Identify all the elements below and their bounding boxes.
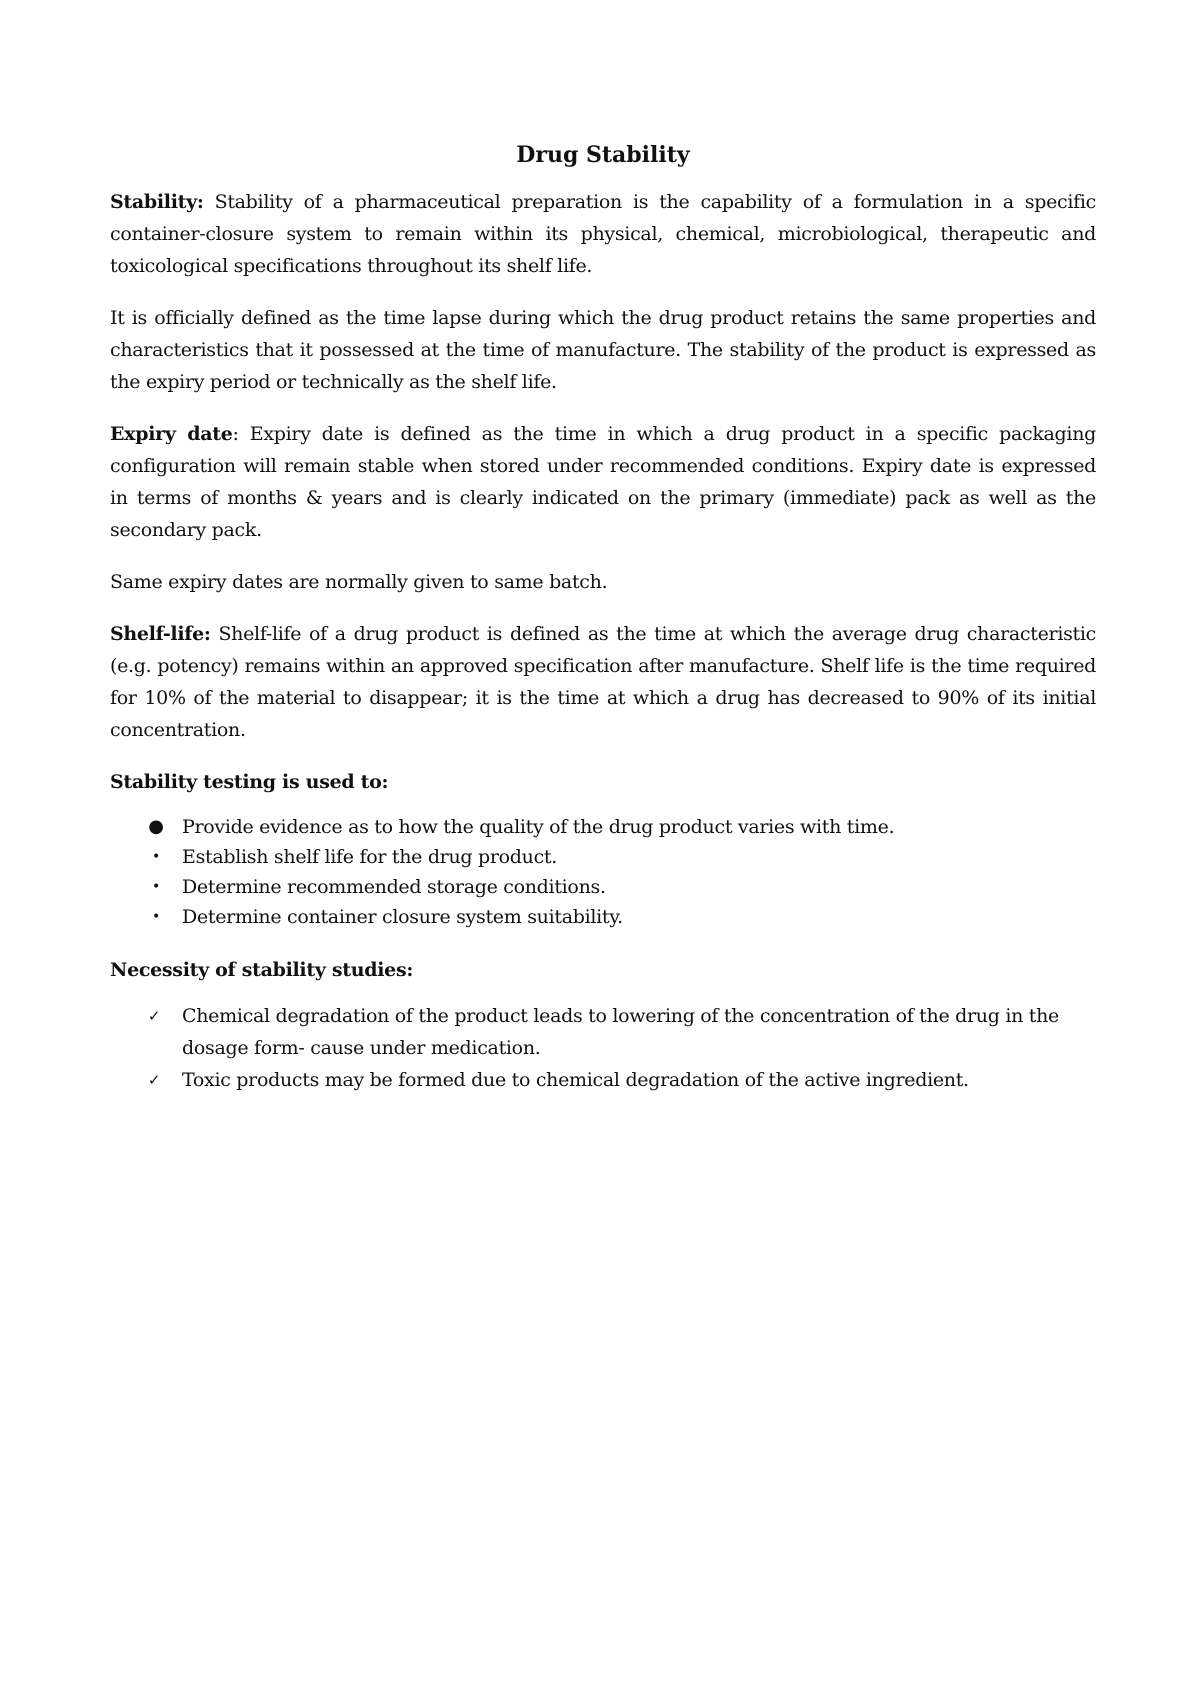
list-item-text: Provide evidence as to how the quality of the drug product varies with time. bbox=[182, 816, 895, 838]
same-expiry-paragraph: Same expiry dates are normally given to same batch. bbox=[110, 571, 608, 593]
testing-list bbox=[110, 812, 1096, 932]
expiry-label: Expiry date bbox=[110, 423, 233, 445]
stability-label: Stability: bbox=[110, 191, 204, 213]
list-item bbox=[110, 842, 1096, 872]
necessity-list bbox=[110, 1000, 1096, 1096]
bullet-dot-icon: • bbox=[152, 849, 160, 865]
expiry-paragraph bbox=[110, 418, 1096, 546]
shelf-life-paragraph bbox=[110, 618, 1096, 746]
list-item bbox=[110, 1000, 1096, 1064]
list-item-text: Toxic products may be formed due to chemical degradation of the active ingredient. bbox=[182, 1069, 969, 1091]
checkmark-icon: ✓ bbox=[147, 1007, 161, 1025]
stability-paragraph bbox=[110, 186, 1096, 282]
list-item bbox=[110, 902, 1096, 932]
bullet-dot-icon: • bbox=[152, 909, 160, 925]
list-item-text: Determine recommended storage conditions. bbox=[182, 876, 606, 898]
official-definition-paragraph: It is officially defined as the time lapse during which the drug product retains the same properties and characteristics that it possessed at the time of manufacture. The stability of the product is expressed as the expiry period or technically as the shelf life. bbox=[110, 307, 1096, 393]
list-item bbox=[110, 812, 1096, 842]
list-item-text: Chemical degradation of the product leads to lowering of the concentration of the drug in the dosage form- cause under medication. bbox=[182, 1005, 1059, 1059]
list-item bbox=[110, 1064, 1096, 1096]
checkmark-icon: ✓ bbox=[147, 1071, 161, 1089]
necessity-heading: Necessity of stability studies: bbox=[110, 959, 414, 981]
list-item bbox=[110, 872, 1096, 902]
expiry-text: : Expiry date is defined as the time in which a drug product in a specific packaging configuration will remain stable when stored under recommended conditions. Expiry date is expressed in terms of months & years and is clearly indicated on the primary (immediate) pack as well as the secondary pack. bbox=[110, 423, 1096, 541]
bullet-dot-icon: ● bbox=[148, 816, 164, 837]
testing-heading: Stability testing is used to: bbox=[110, 771, 389, 793]
list-item-text: Determine container closure system suitability. bbox=[182, 906, 623, 928]
bullet-dot-icon: • bbox=[152, 879, 160, 895]
document-page bbox=[110, 140, 1096, 1118]
stability-text: Stability of a pharmaceutical preparation is the capability of a formulation in a specific container-closure system to remain within its physical, chemical, microbiological, therapeutic and toxicological specifications throughout its shelf life. bbox=[110, 191, 1096, 277]
shelf-life-text: Shelf-life of a drug product is defined as the time at which the average drug characteristic (e.g. potency) remains within an approved specification after manufacture. Shelf life is the time required for 10% of the material to disappear; it is the time at which a drug has decreased to 90% of its initial concentration. bbox=[110, 623, 1096, 741]
document-title: Drug Stability bbox=[516, 142, 690, 168]
shelf-life-label: Shelf-life: bbox=[110, 623, 211, 645]
list-item-text: Establish shelf life for the drug product. bbox=[182, 846, 558, 868]
